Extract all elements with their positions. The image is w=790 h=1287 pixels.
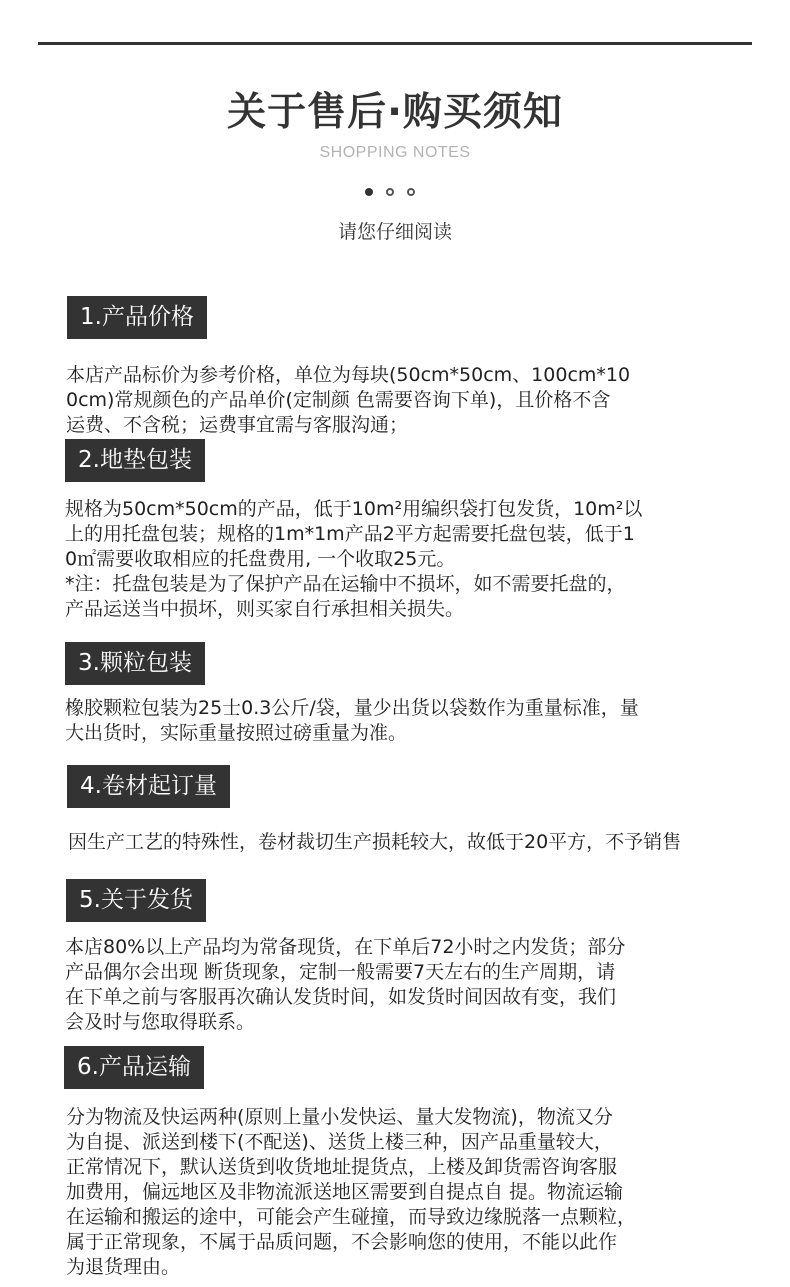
section-heading-roll-moq: 4.卷材起订量 bbox=[67, 765, 230, 808]
section-text-transport: 分为物流及快运两种(原则上量小发快运、量大发物流)，物流又分 为自提、派送到楼下(不配送)、送货上楼三种，因产品重量较大， 正常情况下，默认送货到收货地址提货点，上楼及卸货需咨询客服 加费用，偏远地区及非物流派送地区需要到自提点自 提。物流运输 在运输和搬运的途中，可能会产生碰撞，而导致边缘脱落一点颗粒， 属于正常现象，不属于品质问题，不会影响您的使用，不能以此作 为退货理由。 bbox=[66, 1106, 637, 1278]
section-heading-shipping: 5.关于发货 bbox=[66, 879, 206, 922]
pager-dots bbox=[365, 186, 415, 198]
section-heading-mat-packaging: 2.地垫包装 bbox=[65, 439, 205, 482]
page-title: 关于售后·购买须知 bbox=[227, 90, 563, 135]
read-carefully-note: 请您仔细阅读 bbox=[337, 221, 452, 243]
top-divider bbox=[38, 42, 752, 45]
section-text-granule-packaging: 橡胶颗粒包装为25士0.3公斤/袋，量少出货以袋数作为重量标准，量 大出货时，实际重量按照过磅重量为准。 bbox=[65, 697, 639, 744]
section-text-mat-packaging: 规格为50cm*50cm的产品，低于10m²用编织袋打包发货，10m²以 上的用托盘包装；规格的1m*1m产品2平方起需要托盘包装，低于1 0㎡需要收取相应的托盘费用, 一个收取25元。 *注：托盘包装是为了保护产品在运输中不损坏，如不需要托盘的， 产品运送当中损坏，则买家自行承担相关损失。 bbox=[65, 498, 643, 620]
section-heading-transport: 6.产品运输 bbox=[64, 1046, 204, 1089]
pager-dot-active bbox=[365, 188, 373, 196]
page-subtitle: SHOPPING NOTES bbox=[319, 144, 471, 161]
section-text-price: 本店产品标价为参考价格，单位为每块(50cm*50cm、100cm*10 0cm)常规颜色的产品单价(定制颜 色需要咨询下单)，且价格不含 运费、不含税；运费事宜需与客服沟通； bbox=[66, 364, 631, 436]
section-heading-price: 1.产品价格 bbox=[67, 296, 207, 339]
pager-dot bbox=[386, 188, 394, 196]
section-text-roll-moq: 因生产工艺的特殊性，卷材裁切生产损耗较大，故低于20平方，不予销售 bbox=[68, 831, 682, 853]
section-text-shipping: 本店80%以上产品均为常备现货，在下单后72小时之内发货；部分 产品偶尔会出现 断货现象，定制一般需要7天左右的生产周期，请 在下单之前与客服再次确认发货时间，如发货时间因故有变，我们 会及时与您取得联系。 bbox=[65, 936, 626, 1033]
pager-dot bbox=[407, 188, 415, 196]
section-heading-granule-packaging: 3.颗粒包装 bbox=[65, 642, 205, 685]
